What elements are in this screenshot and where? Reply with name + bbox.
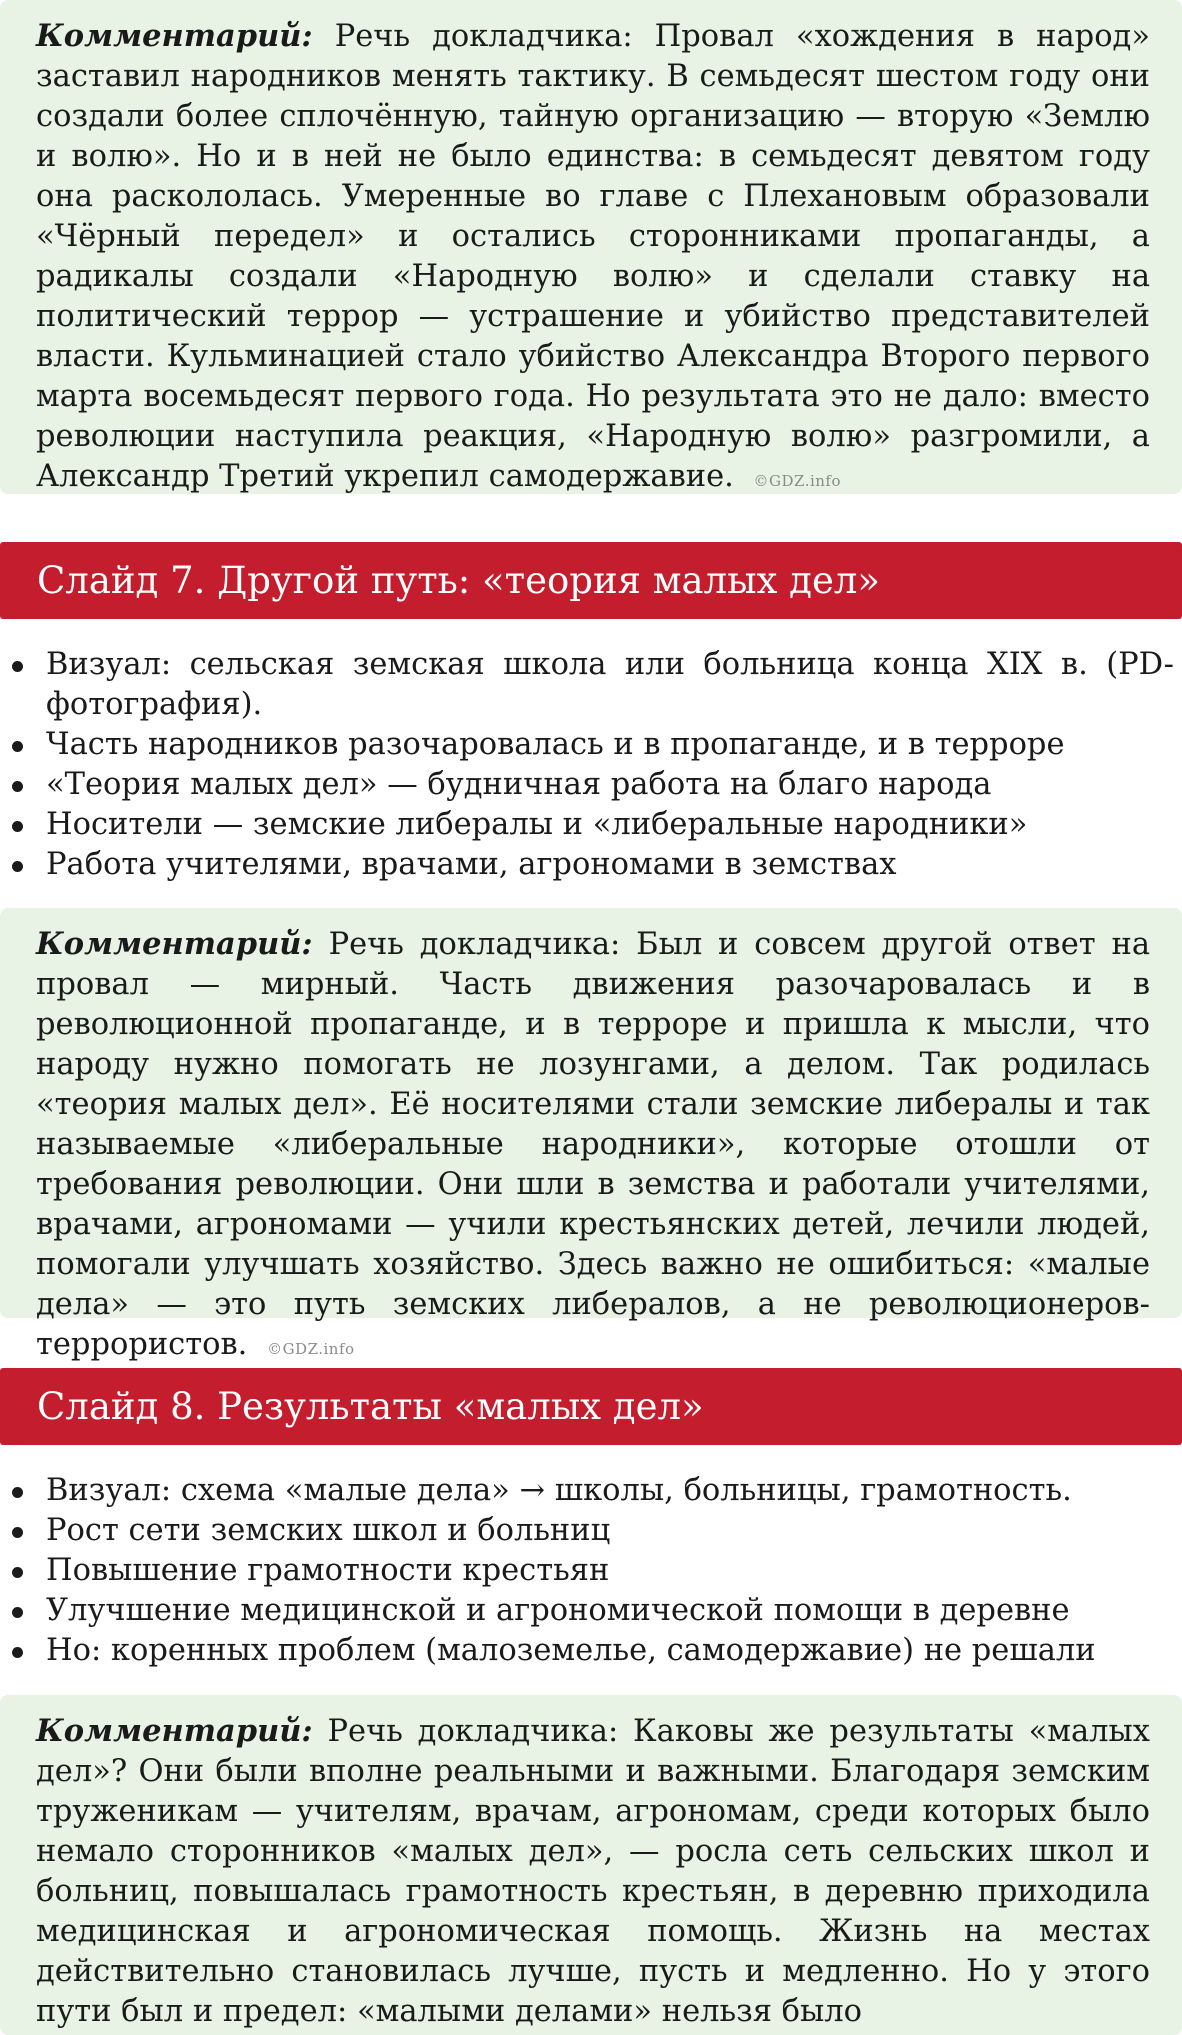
- slide-8-header: Слайд 8. Результаты «малых дел»: [0, 1368, 1182, 1445]
- bullet-item: Носители — земские либералы и «либеральные народники»: [0, 805, 1174, 845]
- comment-block-2: [0, 908, 1182, 1362]
- bullet-item: «Теория малых дел» — будничная работа на благо народа: [0, 765, 1174, 805]
- bullet-item: Визуал: схема «малые дела» → школы, больницы, грамотность.: [0, 1471, 1174, 1511]
- bullet-item: Визуал: сельская земская школа или больница конца XIX в. (PD-фотография).: [0, 645, 1174, 725]
- comment-block-1: [0, 0, 1182, 494]
- watermark-text: ©GDZ.info: [753, 472, 842, 490]
- comment-text: Речь докладчика: Каковы же результаты «малых дел»? Они были вполне реальными и важными. Благодаря земским труженикам — учителям, врачам, агрономам, среди которых было немало сторонников «малых дел», — росла сеть сельских школ и больниц, повышалась грамотность крестьян, в деревню приходила медицинская и агрономическая помощь. Жизнь на местах действительно становилась лучше, пусть и медленно. Но у этого пути был и предел: «малыми делами» нельзя было: [36, 1714, 1150, 2029]
- slide-7-header: Слайд 7. Другой путь: «теория малых дел»: [0, 542, 1182, 619]
- bullet-item: Рост сети земских школ и больниц: [0, 1511, 1174, 1551]
- comment-text: Речь докладчика: Провал «хождения в народ» заставил народников менять тактику. В семьдесят шестом году они создали более сплочённую, тайную организацию — вторую «Землю и волю». Но и в ней не было единства: в семьдесят девятом году она раскололась. Умеренные во главе с Плехановым образовали «Чёрный передел» и остались сторонниками пропаганды, а радикалы создали «Народную волю» и сделали ставку на политический террор — устрашение и убийство представителей власти. Кульминацией стало убийство Александра Второго первого марта восемьдесят первого года. Но результата это не дало: вместо революции наступила реакция, «Народную волю» разгромили, а Александр Третий укрепил самодержавие.: [36, 19, 1150, 494]
- watermark-text: ©GDZ.info: [267, 1340, 355, 1358]
- comment-label: Комментарий:: [36, 18, 313, 54]
- comment-block-3: [0, 1695, 1182, 2035]
- comment-text: Речь докладчика: Был и совсем другой ответ на провал — мирный. Часть движения разочаровалась и в революционной пропаганде, и в терроре и пришла к мысли, что народу нужно помогать не лозунгами, а делом. Так родилась «теория малых дел». Её носителями стали земские либералы и так называемые «либеральные народники», которые отошли от требования революции. Они шли в земства и работали учителями, врачами, агрономами — учили крестьянских детей, лечили людей, помогали улучшать хозяйство. Здесь важно не ошибиться: «малые дела» — это путь земских либералов, а не революционеров-террористов.: [36, 927, 1151, 1362]
- bullet-item: Но: коренных проблем (малоземелье, самодержавие) не решали: [0, 1631, 1174, 1671]
- comment-label: Комментарий:: [36, 926, 313, 962]
- bullet-item: Повышение грамотности крестьян: [0, 1551, 1174, 1591]
- slide-8-bullet-list: [0, 1471, 1182, 1671]
- slide-7-bullet-list: [0, 645, 1182, 885]
- bullet-item: Работа учителями, врачами, агрономами в земствах: [0, 845, 1174, 885]
- comment-label: Комментарий:: [36, 1713, 313, 1749]
- bullet-item: Улучшение медицинской и агрономической помощи в деревне: [0, 1591, 1174, 1631]
- bullet-item: Часть народников разочаровалась и в пропаганде, и в терроре: [0, 725, 1174, 765]
